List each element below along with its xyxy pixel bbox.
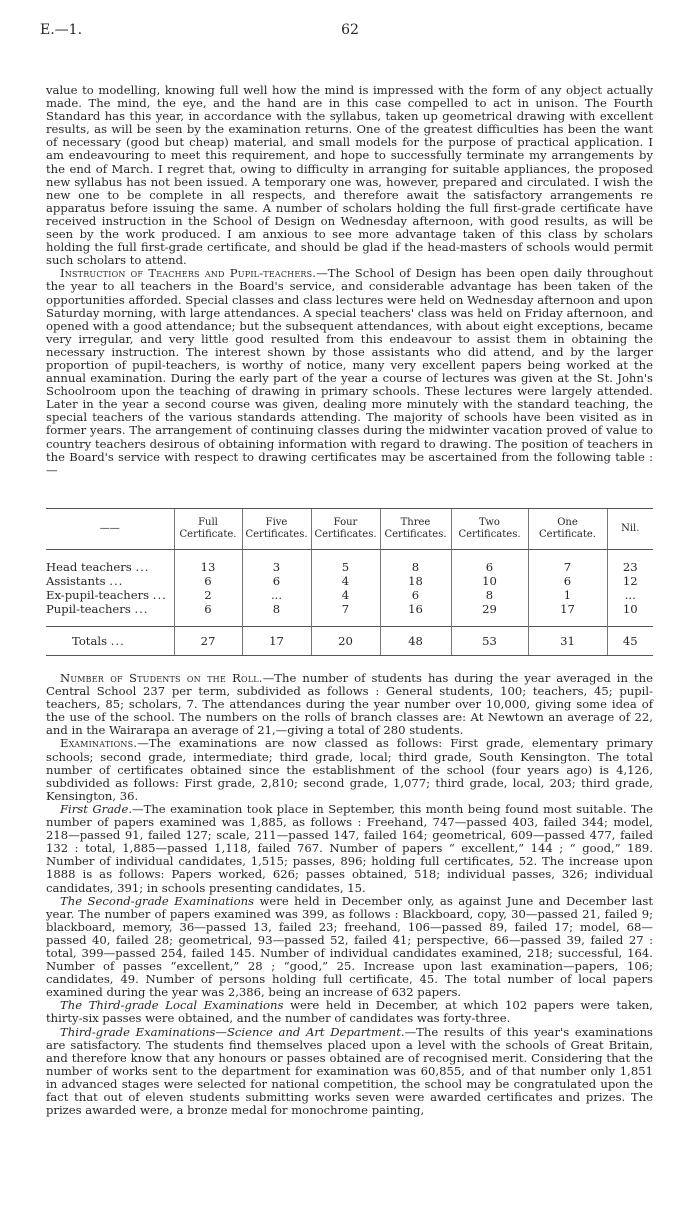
paragraph-modelling: value to modelling, knowing full well how the mind is impressed with the form of any object actually made. The mind, the eye, and the hand are in this case compelled to act in unison. The Fourth Standard has this year, in accordance with the syllabus, taken up geometrical drawing with excellent results, as will be seen by the examination returns. One of the greatest difficulties has been the want of necessary (good but cheap) material, and small models for the purpose of practical application. I am endeavouring to meet this requirement, and hope to successfully terminate my arrangements by the end of March. I regret that, owing to difficulty in arranging for suitable appliances, the proposed new syllabus has not been issued. A temporary one was, however, prepared and circulated. I wish the new one to be complete in all respects, and therefore await the satisfactory arrangements re apparatus before issuing the same. A number of scholars holding the full first-grade certificate have received instruction in the School of Design on Wednesday afternoon, with good results, as will be seen by the work produced. I am anxious to see more advantage taken of this class by scholars holding the full first-grade certificate, and should be glad if the head-masters of schools would permit such scholars to attend. [46, 83, 653, 268]
column-header: Five Certificates. [242, 509, 311, 550]
table-header-row [46, 509, 653, 550]
table-cell: 4 [311, 588, 380, 602]
table-cell: 8 [242, 602, 311, 627]
section-heading: Number of Students on the Roll. [60, 671, 263, 685]
row-label: Assistants ... [46, 574, 124, 588]
table-cell: 16 [380, 602, 451, 627]
table-cell: 23 [607, 550, 653, 575]
table-cell: 4 [311, 574, 380, 588]
column-header: Three Certificates. [380, 509, 451, 550]
paragraph-second-grade [46, 895, 653, 1000]
table-cell: 17 [528, 602, 607, 627]
table-cell: 1 [528, 588, 607, 602]
total-cell: 20 [311, 627, 380, 656]
section-heading: Third-grade Examinations—Science and Art Department. [60, 1024, 405, 1039]
totals-row [46, 627, 653, 656]
paragraph-third-grade-science-art [46, 1026, 653, 1118]
paragraph-text: were held in December only, as against June and December last year. The number of papers examined was 399, as follows : Blackboard, copy, 30—passed 21, failed 9; blackboard, memory, 36—passed 13, failed 23; freehand, 106—passed 89, failed 17; model, 68—passed 40, failed 28; geometrical, 93—passed 52, failed 41; perspective, 66—passed 39, failed 27 : total, 399—passed 254, failed 145. Number of individual candidates examined, 218; successful, 164. Number of passes “excellent,” 28 ; “good,” 25. Increase upon last examination—papers, 106; candidates, 49. Number of persons holding full certificate, 45. The total number of local papers examined during the year was 2,386, being an increase of 632 papers. [46, 893, 654, 1000]
table-cell: 8 [380, 550, 451, 575]
row-label: Head teachers ... [46, 560, 150, 574]
paragraph-examinations [46, 737, 653, 802]
section-heading: Examinations. [60, 736, 138, 751]
row-label: Totals ... [46, 627, 174, 656]
document-reference: E.—1. [40, 22, 83, 38]
table-row [46, 574, 653, 588]
table-cell: 13 [174, 550, 242, 575]
table-cell: ... [607, 588, 653, 602]
table-cell: 8 [451, 588, 528, 602]
lower-text-block [46, 672, 653, 1117]
upper-text-block [46, 84, 653, 477]
table-cell: 2 [174, 588, 242, 602]
paragraph-text: —The number of students has during the year averaged in the Central School 237 per term, subdivided as follows : General students, 100; teachers, 45; pupil-teachers, 85; scholars, 7. The attendances during the year number over 10,000, giving some idea of the use of the school. The numbers on the rolls of branch classes are: At Newtown an average of 22, and in the Wairarapa an average of 21,—giving a total of 280 students. [46, 671, 653, 738]
paragraph-text: were held in December, at which 102 papers were taken, thirty-six passes were obtained, and the number of candidates was forty-three. [46, 998, 653, 1026]
section-heading: Instruction of Teachers and Pupil-teachers. [60, 266, 317, 281]
paragraph-students-on-roll [46, 672, 653, 737]
paragraph-first-grade [46, 803, 653, 895]
table-cell: 6 [242, 574, 311, 588]
table-corner-dash: —— [46, 509, 174, 550]
column-header: Nil. [607, 509, 653, 550]
table-cell: 6 [528, 574, 607, 588]
table-cell: 7 [528, 550, 607, 575]
column-header: One Certificate. [528, 509, 607, 550]
table-row [46, 550, 653, 575]
table-cell: 29 [451, 602, 528, 627]
section-heading: The Second-grade Examinations [60, 893, 255, 908]
paragraph-third-grade-local [46, 999, 653, 1025]
table-cell: 6 [174, 602, 242, 627]
column-header: Full Certificate. [174, 509, 242, 550]
table-cell: 10 [451, 574, 528, 588]
table-cell: 3 [242, 550, 311, 575]
paragraph-text: —The examinations are now classed as follows: First grade, elementary primary schools; second grade, intermediate; third grade, local; third grade, South Kensington. The total number of certificates obtained since the establishment of the school (four years ago) is 4,126, subdivided as follows: First grade, 2,810; second grade, 1,077; third grade, local, 203; third grade, Kensington, 36. [46, 736, 653, 803]
table-cell: 5 [311, 550, 380, 575]
table-cell: 18 [380, 574, 451, 588]
paragraph-text: —The School of Design has been open daily throughout the year to all teachers in the Board's service, and considerable advantage has been taken of the opportunities afforded. Special classes and class lectures were held on Wednesday afternoon and upon Saturday morning, with large attendances. A special teachers' class was held on Friday afternoon, and opened with a good attendance; but the subsequent attendances, with about eight exceptions, became very irregular, and very little good resulted from this endeavour to assist them in obtaining the necessary instruction. The interest shown by those assistants who did attend, and by the larger proportion of pupil-teachers, is worthy of notice, many very excellent papers being worked at the annual examination. During the early part of the year a course of lectures was given at the St. John's Schoolroom upon the teaching of drawing in primary schools. These lectures were largely attended. Later in the year a second course was given, dealing more minutely with the standard teaching, the special teachers of the various standards attending. The majority of schools have been visited as in former years. The arrangement of continuing classes during the midwinter vacation proved of value to country teachers desirous of obtaining information with regard to drawing. The position of teachers in the Board's service with respect to drawing certificates may be ascertained from the following table :— [46, 266, 654, 477]
table-row [46, 588, 653, 602]
table-cell: 6 [380, 588, 451, 602]
paragraph-text: —The examination took place in September, this month being found most suitable. The number of papers examined was 1,885, as follows : Freehand, 747—passed 403, failed 344; model, 218—passed 91, failed 127; scale, 211—passed 147, failed 164; geometrical, 609—passed 477, failed 132 : total, 1,885—passed 1,118, failed 767. Number of papers “ excellent,” 144 ; “ good,” 189. Number of individual candidates, 1,515; passes, 896; holding full certificates, 52. The increase upon 1888 is as follows: Papers worked, 626; passes obtained, 518; individual passes, 326; individual candidates, 391; in schools presenting candidates, 15. [46, 801, 653, 895]
paragraph-instruction-of-teachers [46, 267, 653, 477]
page-header [40, 22, 660, 42]
certificates-table [46, 508, 653, 656]
total-cell: 31 [528, 627, 607, 656]
column-header: Two Certificates. [451, 509, 528, 550]
section-heading: The Third-grade Local Examinations [60, 998, 284, 1013]
row-label: Ex-pupil-teachers ... [46, 588, 167, 602]
total-cell: 45 [607, 627, 653, 656]
page-number: 62 [341, 22, 359, 38]
table-cell: 6 [174, 574, 242, 588]
table-cell: 12 [607, 574, 653, 588]
total-cell: 53 [451, 627, 528, 656]
table-cell: ... [242, 588, 311, 602]
table-cell: 7 [311, 602, 380, 627]
table-cell: 10 [607, 602, 653, 627]
section-heading: First Grade. [60, 801, 133, 816]
row-label: Pupil-teachers ... [46, 602, 149, 616]
paragraph-text: —The results of this year's examinations are satisfactory. The students find themselves placed upon a level with the schools of Great Britain, and therefore know that any honours or passes obtained are of recognised merit. Considering that the number of works sent to the department for examination was 60,855, and of that number only 1,851 in advanced stages were selected for national competition, the school may be congratulated upon the fact that out of eleven students submitting works seven were awarded certificates and prizes. The prizes awarded were, a bronze medal for monochrome painting, [46, 1024, 653, 1118]
table-row [46, 602, 653, 627]
column-header: Four Certificates. [311, 509, 380, 550]
table-cell: 6 [451, 550, 528, 575]
total-cell: 48 [380, 627, 451, 656]
total-cell: 17 [242, 627, 311, 656]
total-cell: 27 [174, 627, 242, 656]
